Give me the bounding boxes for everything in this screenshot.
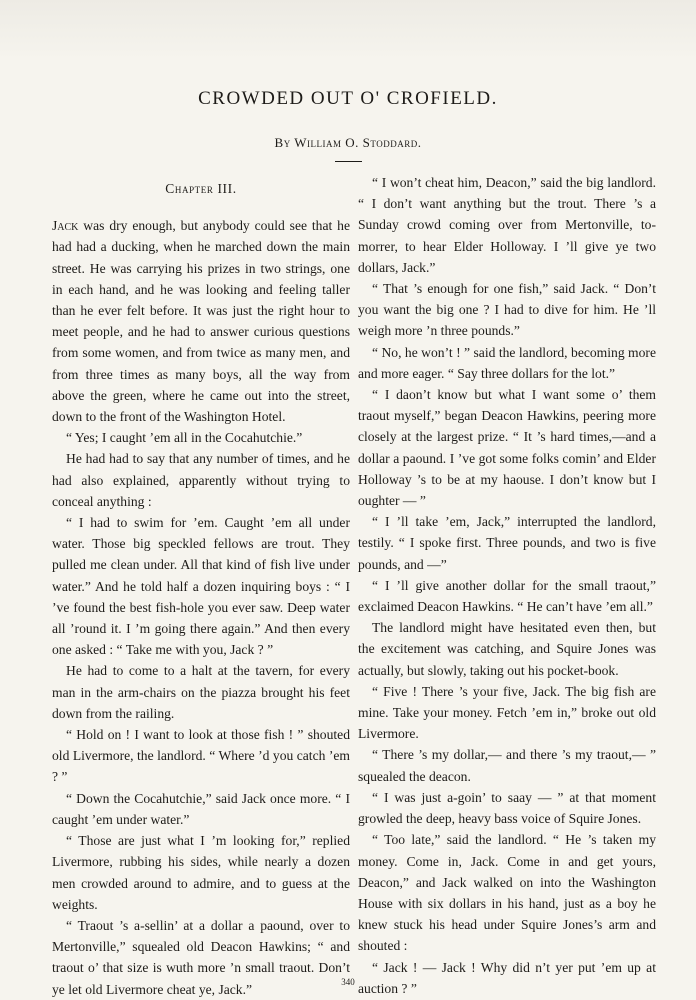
paragraph: “ I ’ll give another dollar for the small traout,” exclaimed Deacon Hawkins. “ He can’t have ’em all.” xyxy=(358,577,656,615)
show-through-bleed xyxy=(0,0,696,60)
paragraph: “ Too late,” said the landlord. “ He ’s taken my money. Come in, Jack. Come in and get yours, Deacon,” and Jack walked on into the Washington House with six dollars in his hand, just as a boy he knew stuck his head under Squire Jones’s arm and shouted : xyxy=(358,832,656,954)
page-number: 340 xyxy=(341,977,355,987)
left-column xyxy=(52,172,350,1000)
paragraph: “ I had to swim for ’em. Caught ’em all under water. Those big speckled fellows are trout. They pulled me clean under. All that kind of fish live under water.” And he told half a dozen inquiring boys : “ I ’ve found the best fish-hole you ever saw. Deep water all ’round it. I ’m going there again.” And then every one asked : “ Take me with you, Jack ? ” xyxy=(52,515,350,658)
article-title: CROWDED OUT O' CROFIELD. xyxy=(198,88,498,109)
paragraph: “ Traout ’s a-sellin’ at a dollar a paound, over to Mertonville,” squealed old Deacon Hawkins; “ and traout o’ that size is wuth more ’n small traout. Don’t ye let old Livermore cheat ye, Jack.” xyxy=(52,917,350,997)
paragraph: “ No, he won’t ! ” said the landlord, becoming more and more eager. “ Say three dollars for the lot.” xyxy=(358,344,656,381)
paragraph: “ Five ! There ’s your five, Jack. The big fish are mine. Take your money. Fetch ’em in,” broke out old Livermore. xyxy=(358,683,656,742)
chapter-heading: Chapter III. xyxy=(165,181,237,196)
paragraph: “ Jack ! — Jack ! Why did n’t yer put ’em up at auction ? ” xyxy=(358,959,656,996)
paragraph: “ I won’t cheat him, Deacon,” said the big landlord. “ I don’t want anything but the trout. There ’s a Sunday crowd coming over from Mertonville, to-morrer, to hear Elder Holloway. I ’ll give ye two dollars, Jack.” xyxy=(358,175,656,275)
paragraph: He had had to say that any number of times, and he had also explained, apparently without trying to conceal anything : xyxy=(52,451,350,509)
dropcap-word: Jack xyxy=(52,218,79,234)
paragraph-text: was dry enough, but anybody could see that he had had a ducking, when he marched down the main street. He was carrying his prizes in two strings, one in each hand, and he was looking and feeling taller than he ever felt before. It was just the right hour to meet people, and he had to answer curious questions from some women, and from twice as many men, and from three times as many boys, all the way from above the green, where he came out into the street, down to the front of the Washington Hotel. xyxy=(52,218,350,425)
paragraph: “ I daon’t know but what I want some o’ them traout myself,” began Deacon Hawkins, peering more closely at the largest prize. “ It ’s hard times,—and a dollar a paound. I ’ve got some folks comin’ and Elder Holloway ’s to be at my haouse. I don’t know but I oughter — ” xyxy=(358,387,656,509)
paragraph: “ Hold on ! I want to look at those fish ! ” shouted old Livermore, the landlord. “ Where ’d you catch ’em ? ” xyxy=(52,727,350,785)
paragraph xyxy=(52,215,350,427)
byline: By William O. Stoddard. xyxy=(274,135,422,150)
paragraph: “ I was just a-goin’ to saay — ” at that moment growled the deep, heavy bass voice of Squire Jones. xyxy=(358,789,656,827)
paragraph: The landlord might have hesitated even then, but the excitement was catching, and Squire Jones was actually, but slowly, taking out his pocket-book. xyxy=(358,620,656,678)
paragraph: “ I ’ll take ’em, Jack,” interrupted the landlord, testily. “ I spoke first. Three pounds, and two is five pounds, and —” xyxy=(358,514,656,572)
paragraph: “ Yes; I caught ’em all in the Cocahutchie.” xyxy=(66,430,303,446)
paragraph: “ That ’s enough for one fish,” said Jack. “ Don’t you want the big one ? I had to dive for him. He ’ll weigh more ’n three pounds.” xyxy=(358,281,656,339)
paragraph: “ Down the Cocahutchie,” said Jack once more. “ I caught ’em under water.” xyxy=(52,790,350,827)
paragraph: “ There ’s my dollar,— and there ’s my traout,— ” squealed the deacon. xyxy=(358,747,656,784)
right-column xyxy=(358,172,656,999)
title-rule xyxy=(335,161,362,162)
paragraph: He had to come to a halt at the tavern, for every man in the arm-chairs on the piazza brought his feet down from the railing. xyxy=(52,663,350,721)
paragraph: “ Those are just what I ’m looking for,” replied Livermore, rubbing his sides, while nearly a dozen men crowded around to admire, and to guess at the weights. xyxy=(52,833,350,912)
